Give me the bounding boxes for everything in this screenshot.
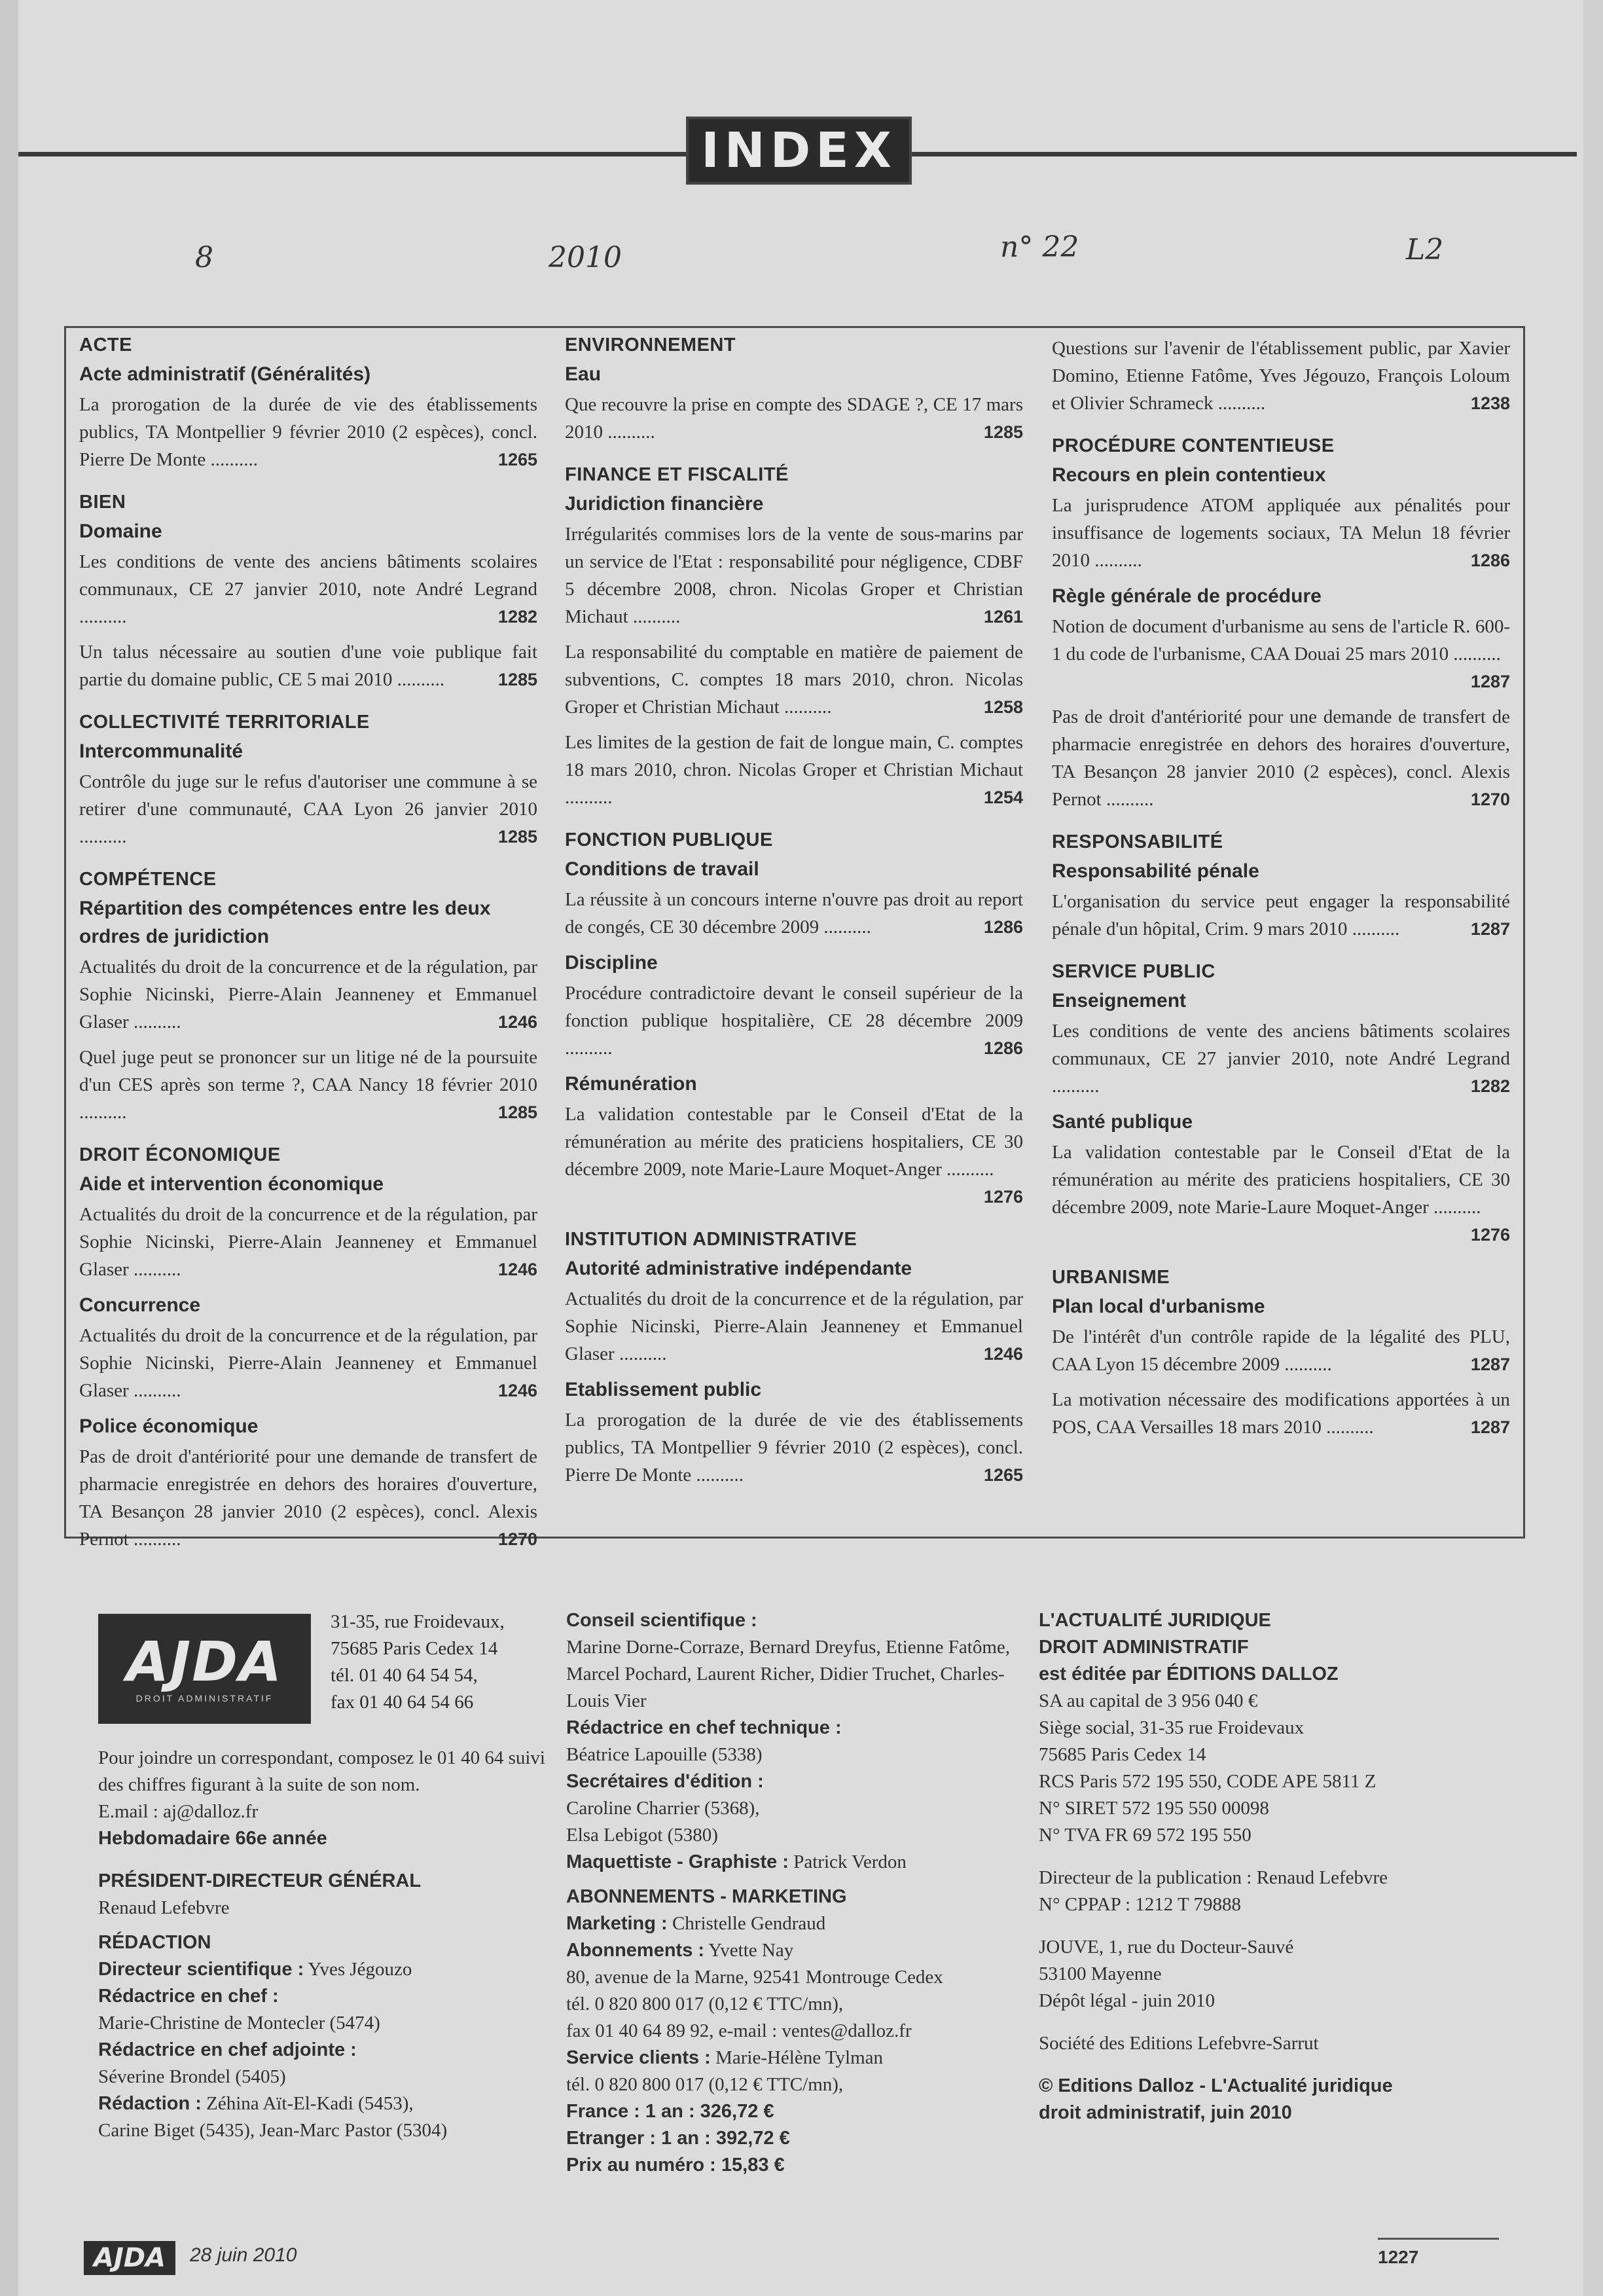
- index-entry: [1052, 1323, 1510, 1378]
- index-entry-text: Pas de droit d'antériorité pour une demande de transfert de pharmacie enregistrée en dehors des horaires d'ouverture, TA Besançon 28 janvier 2010 (2 espèces), concl. Alexis Pernot: [1052, 706, 1510, 810]
- index-subcategory: Aide et intervention économique: [79, 1173, 384, 1195]
- index-entry-text: Que recouvre la prise en compte des SDAGE ?, CE 17 mars 2010: [565, 394, 1023, 443]
- red-adj-name: Séverine Brondel (5405): [98, 2066, 286, 2087]
- index-entry-page: 1270: [1470, 790, 1510, 809]
- copyright: droit administratif, juin 2010: [1039, 2102, 1292, 2123]
- index-entry-page: 1285: [497, 1102, 537, 1122]
- index-entry: [565, 886, 1023, 941]
- index-entry-page: 1282: [497, 607, 537, 627]
- leader-dots: ..........: [1052, 1076, 1100, 1097]
- redaction-sub-label: Rédaction :: [98, 2093, 202, 2114]
- index-subcategory: Police économique: [79, 1415, 259, 1437]
- index-entry-page: 1287: [1470, 1355, 1510, 1374]
- leader-dots: ..........: [1090, 550, 1142, 571]
- handwritten-note-2: 2010: [549, 241, 622, 274]
- index-subcategory: Répartition des compétences entre les deux ordres de juridiction: [79, 898, 491, 947]
- index-category: BIEN: [79, 492, 126, 513]
- abo-fax: fax 01 40 64 89 92, e-mail : ventes@dalloz.fr: [566, 2020, 912, 2041]
- index-category: FONCTION PUBLIQUE: [565, 829, 773, 850]
- index-entry-page: 1265: [497, 450, 537, 469]
- leader-dots: ..........: [79, 826, 127, 847]
- printer-line: 53100 Mayenne: [1039, 1963, 1162, 1984]
- red-adj-label: Rédactrice en chef adjointe :: [98, 2039, 357, 2060]
- index-entry: [1052, 1139, 1510, 1248]
- index-section: [1052, 961, 1510, 1248]
- company-line: N° TVA FR 69 572 195 550: [1039, 1825, 1252, 1846]
- index-entry: [565, 729, 1023, 811]
- footer-logo: AJDA: [84, 2241, 175, 2275]
- leader-dots: ..........: [941, 1159, 994, 1180]
- printer-line: Dépôt légal - juin 2010: [1039, 1990, 1216, 2011]
- index-entry-page: 1285: [983, 422, 1023, 442]
- index-entry-page: 1287: [1470, 672, 1510, 691]
- index-subcategory: Plan local d'urbanisme: [1052, 1296, 1265, 1317]
- index-entry-page: 1286: [983, 917, 1023, 937]
- secr-names: Elsa Lebigot (5380): [566, 1825, 718, 1846]
- index-category: URBANISME: [1052, 1267, 1170, 1288]
- index-entry-text: Questions sur l'avenir de l'établissement public, par Xavier Domino, Etienne Fatôme, Yves Jégouzo, François Loloum et Olivier Schrameck: [1052, 338, 1510, 414]
- index-entry-page: 1276: [983, 1187, 1023, 1207]
- index-banner-title: INDEX: [701, 122, 897, 179]
- index-box: [64, 326, 1525, 1550]
- index-subcategory: Responsabilité pénale: [1052, 860, 1259, 882]
- index-subcategory: Concurrence: [79, 1294, 201, 1316]
- pub-title: est éditée par ÉDITIONS DALLOZ: [1039, 1664, 1339, 1685]
- index-section: [79, 869, 537, 1126]
- publication-director: Directeur de la publication : Renaud Lefebvre: [1039, 1867, 1388, 1888]
- price-numero: Prix au numéro : 15,83 €: [566, 2155, 785, 2176]
- address-line: 31-35, rue Froidevaux,: [331, 1611, 505, 1632]
- leader-dots: ..........: [206, 449, 259, 470]
- masthead-column-1: [98, 1745, 550, 2144]
- index-entry-page: 1265: [983, 1465, 1023, 1485]
- index-entry-page: 1246: [497, 1260, 537, 1279]
- index-column-3: [1052, 335, 1510, 1459]
- abo-address: 80, avenue de la Marne, 92541 Montrouge Cedex: [566, 1967, 943, 1988]
- red-tech-name: Béatrice Lapouille (5338): [566, 1744, 763, 1765]
- index-entry-page: 1287: [1470, 1417, 1510, 1437]
- index-section: [1052, 435, 1510, 813]
- logo-wordmark: AJDA: [126, 1630, 283, 1694]
- leader-dots: ..........: [1347, 919, 1400, 939]
- index-entry-text: Procédure contradictoire devant le conseil supérieur de la fonction publique hospitalière, CE 28 décembre 2009: [565, 983, 1023, 1031]
- index-entry-text: De l'intérêt d'un contrôle rapide de la légalité des PLU, CAA Lyon 15 décembre 2009: [1052, 1326, 1510, 1375]
- leader-dots: ..........: [628, 606, 681, 627]
- company-line: N° SIRET 572 195 550 00098: [1039, 1798, 1269, 1819]
- leader-dots: ..........: [128, 1259, 181, 1280]
- leader-dots: ..........: [128, 1529, 181, 1550]
- index-subcategory: Rémunération: [565, 1073, 697, 1095]
- index-banner: [686, 117, 912, 185]
- index-section: [565, 464, 1023, 811]
- join-text: Pour joindre un correspondant, composez le 01 40 64 suivi des chiffres figurant à la suite de son nom.: [98, 1747, 545, 1795]
- index-entry-text: Pas de droit d'antériorité pour une demande de transfert de pharmacie enregistrée en dehors des horaires d'ouverture, TA Besançon 28 janvier 2010 (2 espèces), concl. Alexis Pernot: [79, 1446, 537, 1550]
- conseil-label: Conseil scientifique :: [566, 1610, 757, 1631]
- index-entry-text: Irrégularités commises lors de la vente de sous-marins par un service de l'Etat : responsabilité pour négligence, CDBF 5 décembre 2008, chron. Nicolas Groper et Christian Michaut: [565, 524, 1023, 627]
- red-chef-name: Marie-Christine de Montecler (5474): [98, 2013, 380, 2033]
- index-category: ACTE: [79, 335, 132, 355]
- leader-dots: ..........: [1449, 644, 1501, 665]
- index-entry-text: La responsabilité du comptable en matière de paiement de subventions, C. comptes 18 mars 2010, chron. Nicolas Groper et Christian Michaut: [565, 642, 1023, 718]
- index-entry-text: Les limites de la gestion de fait de longue main, C. comptes 18 mars 2010, chron. Nicolas Groper et Christian Michaut: [565, 732, 1023, 780]
- cppap: N° CPPAP : 1212 T 79888: [1039, 1894, 1241, 1915]
- index-entry: [565, 1101, 1023, 1211]
- index-entry: [565, 391, 1023, 446]
- leader-dots: ..........: [1213, 393, 1266, 414]
- index-entry-page: 1276: [1470, 1225, 1510, 1245]
- index-subcategory: Enseignement: [1052, 990, 1187, 1011]
- service-name: Marie-Hélène Tylman: [715, 2047, 884, 2068]
- index-subcategory: Autorité administrative indépendante: [565, 1258, 912, 1279]
- email-line: E.mail : aj@dalloz.fr: [98, 1801, 259, 1822]
- masthead-column-3: [1039, 1607, 1510, 2126]
- index-entry: [565, 638, 1023, 721]
- index-entry-page: 1285: [497, 670, 537, 689]
- index-column-2: [565, 335, 1023, 1507]
- handwritten-note-1: 8: [195, 241, 213, 274]
- index-entry-page: 1261: [983, 607, 1023, 627]
- leader-dots: ..........: [1279, 1354, 1332, 1375]
- index-subcategory: Eau: [565, 363, 602, 385]
- address-line: fax 01 40 64 54 66: [331, 1692, 474, 1713]
- abo-tel: tél. 0 820 800 017 (0,12 € TTC/mn),: [566, 1994, 844, 2014]
- index-category: COMPÉTENCE: [79, 869, 217, 890]
- index-entry-page: 1286: [1470, 551, 1510, 570]
- company-line: SA au capital de 3 956 040 €: [1039, 1690, 1258, 1711]
- index-entry-text: L'organisation du service peut engager la responsabilité pénale d'un hôpital, Crim. 9 mars 2010: [1052, 891, 1510, 939]
- red-chef-label: Rédactrice en chef :: [98, 1986, 279, 2007]
- index-column-1: [79, 335, 537, 1571]
- leader-dots: ..........: [691, 1465, 744, 1485]
- footer-rule: [1378, 2238, 1499, 2240]
- index-section: [79, 712, 537, 850]
- leader-dots: ..........: [1101, 789, 1154, 810]
- index-entry-page: 1246: [497, 1012, 537, 1032]
- abonnements-name: Yvette Nay: [708, 1940, 794, 1961]
- leader-dots: ..........: [128, 1011, 181, 1032]
- index-entry-text: La validation contestable par le Conseil d'Etat de la rémunération au mérite des praticiens hospitaliers, CE 30 décembre 2009, note Marie-Laure Moquet-Anger: [565, 1104, 1023, 1180]
- index-entry-text: Notion de document d'urbanisme au sens de l'article R. 600-1 du code de l'urbanisme, CAA Douai 25 mars 2010: [1052, 616, 1510, 665]
- index-section: [79, 1144, 537, 1553]
- index-entry-page: 1285: [497, 827, 537, 847]
- index-entry-text: Contrôle du juge sur le refus d'autoriser une commune à se retirer d'une communauté, CAA Lyon 26 janvier 2010: [79, 771, 537, 820]
- index-entry: [565, 520, 1023, 630]
- index-entry-page: 1270: [497, 1529, 537, 1549]
- index-entry: [1052, 335, 1510, 417]
- index-subcategory: Acte administratif (Généralités): [79, 363, 371, 385]
- leader-dots: ..........: [1428, 1197, 1481, 1218]
- redaction-names: Carine Biget (5435), Jean-Marc Pastor (5304): [98, 2120, 448, 2141]
- masthead-column-2: [566, 1607, 1037, 2179]
- leader-dots: ..........: [603, 422, 655, 443]
- index-section: [1052, 335, 1510, 417]
- index-section: [565, 1229, 1023, 1489]
- company-line: 75685 Paris Cedex 14: [1039, 1744, 1206, 1765]
- index-category: RESPONSABILITÉ: [1052, 831, 1223, 852]
- redaction-names: Zéhina Aït-El-Kadi (5453),: [206, 2093, 414, 2114]
- index-entry-text: Actualités du droit de la concurrence et de la régulation, par Sophie Nicinski, Pierre-Alain Jeanneney et Emmanuel Glaser: [79, 957, 537, 1032]
- index-entry-page: 1254: [983, 788, 1023, 807]
- index-subcategory: Etablissement public: [565, 1379, 762, 1400]
- index-subcategory: Discipline: [565, 952, 658, 974]
- masthead: [92, 1607, 1519, 2196]
- ajda-logo: [98, 1614, 311, 1724]
- address-line: 75685 Paris Cedex 14: [331, 1638, 498, 1659]
- leader-dots: ..........: [79, 1102, 127, 1123]
- handwritten-note-4: L2: [1406, 233, 1444, 266]
- index-subcategory: Recours en plein contentieux: [1052, 464, 1326, 486]
- page-number: 1227: [1378, 2247, 1419, 2267]
- index-entry-text: La jurisprudence ATOM appliquée aux pénalités pour insuffisance de logements sociaux, TA Melun 18 février 2010: [1052, 495, 1510, 571]
- index-entry: [1052, 703, 1510, 813]
- dir-sci-name: Yves Jégouzo: [308, 1959, 412, 1980]
- leader-dots: ..........: [819, 917, 871, 938]
- index-entry-text: Les conditions de vente des anciens bâtiments scolaires communaux, CE 27 janvier 2010, note André Legrand: [1052, 1021, 1510, 1069]
- index-entry: [1052, 1017, 1510, 1100]
- printer-line: JOUVE, 1, rue du Docteur-Sauvé: [1039, 1937, 1294, 1958]
- price-etranger: Etranger : 1 an : 392,72 €: [566, 2128, 790, 2149]
- leader-dots: ..........: [1321, 1417, 1374, 1438]
- index-entry-text: Un talus nécessaire au soutien d'une voie publique fait partie du domaine public, CE 5 mai 2010: [79, 642, 537, 690]
- page-binding-shadow: [0, 0, 18, 2296]
- index-entry: [79, 1044, 537, 1126]
- price-france: France : 1 an : 326,72 €: [566, 2101, 774, 2122]
- index-category: DROIT ÉCONOMIQUE: [79, 1144, 281, 1165]
- pdg-name: Renaud Lefebvre: [98, 1897, 230, 1918]
- maquette-label: Maquettiste - Graphiste :: [566, 1851, 789, 1872]
- index-entry-page: 1238: [1470, 393, 1510, 413]
- index-entry: [565, 1406, 1023, 1489]
- index-entry-text: La prorogation de la durée de vie des établissements publics, TA Montpellier 9 février 2010 (2 espèces), concl. Pierre De Monte: [79, 394, 537, 470]
- index-entry-text: La motivation nécessaire des modifications apportées à un POS, CAA Versailles 18 mars 2010: [1052, 1389, 1510, 1438]
- service-label: Service clients :: [566, 2047, 711, 2068]
- conseil-names: Marine Dorne-Corraze, Bernard Dreyfus, Etienne Fatôme, Marcel Pochard, Laurent Richer, Didier Truchet, Charles-Louis Vier: [566, 1637, 1011, 1711]
- copyright: © Editions Dalloz - L'Actualité juridique: [1039, 2075, 1393, 2096]
- marketing-label: Marketing :: [566, 1913, 668, 1934]
- page-edge-shadow: [1583, 0, 1603, 2296]
- service-tel: tél. 0 820 800 017 (0,12 € TTC/mn),: [566, 2074, 844, 2095]
- index-entry: [79, 391, 537, 473]
- index-entry: [79, 953, 537, 1036]
- index-subcategory: Règle générale de procédure: [1052, 585, 1322, 607]
- index-entry-text: Actualités du droit de la concurrence et de la régulation, par Sophie Nicinski, Pierre-Alain Jeanneney et Emmanuel Glaser: [79, 1325, 537, 1401]
- index-entry: [1052, 1386, 1510, 1441]
- index-entry: [79, 1201, 537, 1283]
- publisher-address: [331, 1609, 553, 1716]
- index-entry: [79, 1443, 537, 1553]
- leader-dots: ..........: [392, 669, 445, 690]
- index-entry-page: 1286: [983, 1038, 1023, 1058]
- index-section: [1052, 831, 1510, 943]
- index-category: FINANCE ET FISCALITÉ: [565, 464, 789, 485]
- index-section: [1052, 1267, 1510, 1441]
- index-subcategory: Domaine: [79, 520, 162, 542]
- index-entry-text: Les conditions de vente des anciens bâtiments scolaires communaux, CE 27 janvier 2010, note André Legrand: [79, 551, 537, 600]
- index-entry-page: 1246: [497, 1381, 537, 1400]
- leader-dots: ..........: [79, 606, 127, 627]
- red-tech-label: Rédactrice en chef technique :: [566, 1717, 842, 1738]
- index-category: ENVIRONNEMENT: [565, 335, 736, 355]
- redaction-label: RÉDACTION: [98, 1932, 211, 1953]
- index-category: INSTITUTION ADMINISTRATIVE: [565, 1229, 857, 1250]
- handwritten-note-3: n° 22: [1000, 230, 1079, 264]
- index-entry: [1052, 888, 1510, 943]
- index-entry-text: Actualités du droit de la concurrence et de la régulation, par Sophie Nicinski, Pierre-Alain Jeanneney et Emmanuel Glaser: [565, 1288, 1023, 1364]
- index-entry-page: 1258: [983, 697, 1023, 717]
- index-entry: [565, 1285, 1023, 1368]
- index-subcategory: Intercommunalité: [79, 740, 243, 762]
- leader-dots: ..........: [614, 1343, 667, 1364]
- marketing-name: Christelle Gendraud: [672, 1913, 826, 1934]
- address-line: tél. 01 40 64 54 54,: [331, 1665, 478, 1686]
- index-entry-text: La réussite à un concours interne n'ouvre pas droit au report de congés, CE 30 décembre 2009: [565, 889, 1023, 938]
- leader-dots: ..........: [779, 697, 832, 718]
- index-section: [79, 492, 537, 693]
- index-entry: [565, 979, 1023, 1062]
- index-entry-text: La prorogation de la durée de vie des établissements publics, TA Montpellier 9 février 2010 (2 espèces), concl. Pierre De Monte: [565, 1410, 1023, 1485]
- index-subcategory: Santé publique: [1052, 1111, 1193, 1133]
- index-entry: [79, 1322, 537, 1404]
- leader-dots: ..........: [128, 1380, 181, 1401]
- leader-dots: ..........: [565, 1038, 613, 1059]
- index-section: [79, 335, 537, 473]
- dir-sci-label: Directeur scientifique :: [98, 1959, 304, 1980]
- frequency: Hebdomadaire 66e année: [98, 1828, 327, 1849]
- index-entry: [79, 638, 537, 693]
- pub-title: DROIT ADMINISTRATIF: [1039, 1637, 1249, 1658]
- society: Société des Editions Lefebvre-Sarrut: [1039, 2033, 1319, 2054]
- index-entry-page: 1287: [1470, 919, 1510, 939]
- logo-subtitle: DROIT ADMINISTRATIF: [135, 1693, 274, 1704]
- abo-label: ABONNEMENTS - MARKETING: [566, 1886, 847, 1907]
- secr-names: Caroline Charrier (5368),: [566, 1798, 760, 1819]
- index-entry-page: 1282: [1470, 1076, 1510, 1096]
- index-section: [565, 335, 1023, 446]
- index-subcategory: Juridiction financière: [565, 493, 764, 515]
- index-category: SERVICE PUBLIC: [1052, 961, 1216, 982]
- pdg-label: PRÉSIDENT-DIRECTEUR GÉNÉRAL: [98, 1870, 422, 1891]
- footer-date: 28 juin 2010: [190, 2244, 297, 2266]
- index-entry-page: 1246: [983, 1344, 1023, 1364]
- company-line: Siège social, 31-35 rue Froidevaux: [1039, 1717, 1305, 1738]
- index-category: COLLECTIVITÉ TERRITORIALE: [79, 712, 370, 733]
- pub-title: L'ACTUALITÉ JURIDIQUE: [1039, 1610, 1271, 1631]
- index-entry: [79, 548, 537, 630]
- index-category: PROCÉDURE CONTENTIEUSE: [1052, 435, 1335, 456]
- index-entry-text: La validation contestable par le Conseil d'Etat de la rémunération au mérite des praticiens hospitaliers, CE 30 décembre 2009, note Marie-Laure Moquet-Anger: [1052, 1142, 1510, 1218]
- index-section: [565, 829, 1023, 1211]
- maquette-name: Patrick Verdon: [793, 1851, 907, 1872]
- index-entry: [79, 768, 537, 850]
- leader-dots: ..........: [565, 787, 613, 808]
- index-entry: [1052, 613, 1510, 695]
- abonnements-label: Abonnements :: [566, 1940, 705, 1961]
- index-entry-text: Quel juge peut se prononcer sur un litige né de la poursuite d'un CES après son terme ?, CAA Nancy 18 février 2010: [79, 1047, 537, 1095]
- secr-label: Secrétaires d'édition :: [566, 1771, 764, 1792]
- index-entry-text: Actualités du droit de la concurrence et de la régulation, par Sophie Nicinski, Pierre-Alain Jeanneney et Emmanuel Glaser: [79, 1204, 537, 1280]
- index-subcategory: Conditions de travail: [565, 858, 759, 880]
- company-line: RCS Paris 572 195 550, CODE APE 5811 Z: [1039, 1771, 1377, 1792]
- index-entry: [1052, 492, 1510, 574]
